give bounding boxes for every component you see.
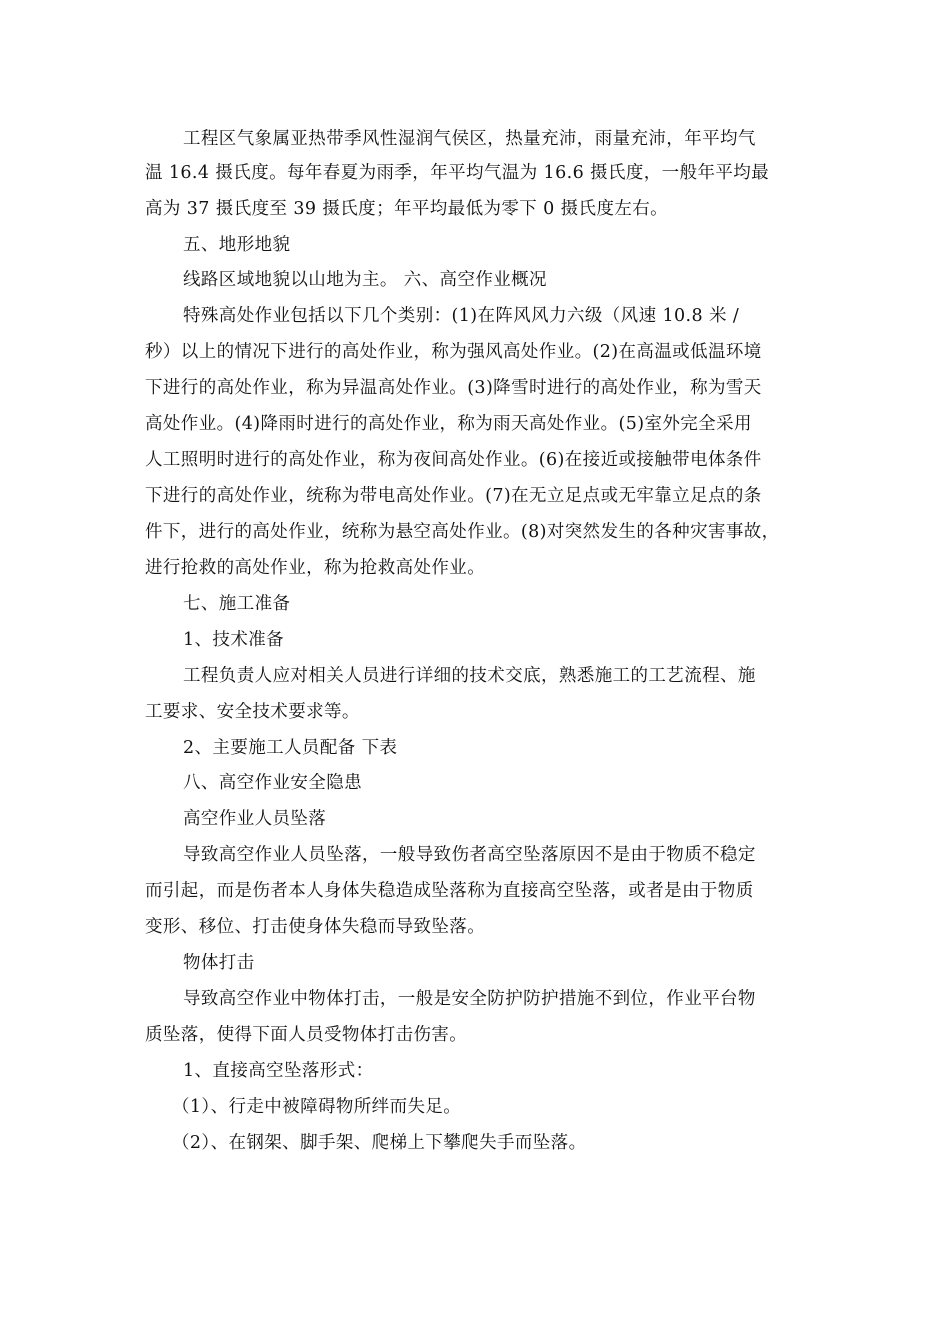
paragraph-special-work-line-2: 秒）以上的情况下进行的高处作业，称为强风高处作业。(2)在高温或低温环境 bbox=[145, 342, 762, 362]
heading-object-strike: 物体打击 bbox=[183, 953, 255, 973]
paragraph-special-work-line-4: 高处作业。(4)降雨时进行的高处作业，称为雨天高处作业。(5)室外完全采用 bbox=[145, 414, 752, 434]
paragraph-climate-line-3: 高为 37 摄氏度至 39 摄氏度；年平均最低为零下 0 摄氏度左右。 bbox=[145, 199, 669, 219]
heading-direct-fall-forms: 1、直接高空坠落形式： bbox=[183, 1061, 374, 1081]
heading-construction-prep: 七、施工准备 bbox=[183, 594, 291, 614]
heading-terrain: 五、地形地貌 bbox=[183, 235, 291, 255]
paragraph-personnel-fall-line-1: 导致高空作业人员坠落，一般导致伤者高空坠落原因不是由于物质不稳定 bbox=[183, 845, 756, 865]
heading-safety-hazards: 八、高空作业安全隐患 bbox=[183, 773, 362, 793]
heading-personnel-fall: 高空作业人员坠落 bbox=[183, 809, 327, 829]
list-item-fall-form-2: （2）、在钢架、脚手架、爬梯上下攀爬失手而坠落。 bbox=[172, 1133, 587, 1153]
paragraph-climate-line-2: 温 16.4 摄氏度。每年春夏为雨季，年平均气温为 16.6 摄氏度，一般年平均最 bbox=[145, 163, 770, 183]
paragraph-object-strike-line-2: 质坠落，使得下面人员受物体打击伤害。 bbox=[145, 1025, 468, 1045]
paragraph-special-work-line-5: 人工照明时进行的高处作业，称为夜间高处作业。(6)在接近或接触带电体条件 bbox=[145, 450, 762, 470]
list-item-fall-form-1: （1）、行走中被障碍物所绊而失足。 bbox=[172, 1097, 462, 1117]
heading-staffing: 2、主要施工人员配备 下表 bbox=[183, 738, 398, 758]
paragraph-special-work-line-6: 下进行的高处作业，统称为带电高处作业。(7)在无立足点或无牢靠立足点的条 bbox=[145, 486, 762, 506]
paragraph-terrain: 线路区域地貌以山地为主。 六、高空作业概况 bbox=[183, 270, 547, 290]
paragraph-special-work-line-1: 特殊高处作业包括以下几个类别：(1)在阵风风力六级（风速 10.8 米 / bbox=[183, 306, 740, 326]
paragraph-technical-prep-line-2: 工要求、安全技术要求等。 bbox=[145, 702, 360, 722]
paragraph-personnel-fall-line-3: 变形、移位、打击使身体失稳而导致坠落。 bbox=[145, 917, 486, 937]
paragraph-special-work-line-7: 件下，进行的高处作业，统称为悬空高处作业。(8)对突然发生的各种灾害事故， bbox=[145, 522, 780, 542]
paragraph-personnel-fall-line-2: 而引起，而是伤者本人身体失稳造成坠落称为直接高空坠落，或者是由于物质 bbox=[145, 881, 754, 901]
heading-technical-prep: 1、技术准备 bbox=[183, 630, 285, 650]
paragraph-climate-line-1: 工程区气象属亚热带季风性湿润气侯区，热量充沛，雨量充沛，年平均气 bbox=[183, 129, 756, 149]
paragraph-special-work-line-3: 下进行的高处作业，称为异温高处作业。(3)降雪时进行的高处作业，称为雪天 bbox=[145, 378, 762, 398]
paragraph-technical-prep-line-1: 工程负责人应对相关人员进行详细的技术交底，熟悉施工的工艺流程、施 bbox=[183, 666, 756, 686]
paragraph-object-strike-line-1: 导致高空作业中物体打击，一般是安全防护防护措施不到位，作业平台物 bbox=[183, 989, 756, 1009]
paragraph-special-work-line-8: 进行抢救的高处作业，称为抢救高处作业。 bbox=[145, 558, 486, 578]
